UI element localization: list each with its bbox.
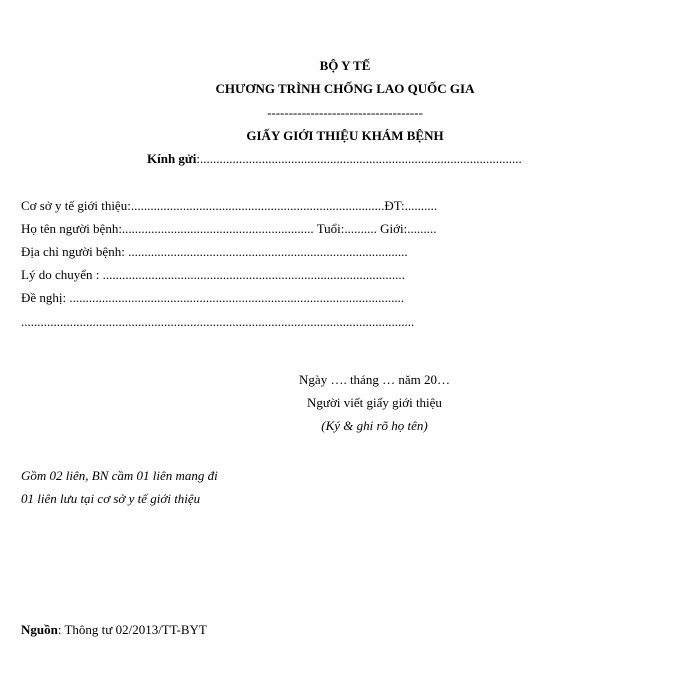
patient-name-field: Họ tên người bệnh:........................................................... Tuổi:.......... Giới:......... (21, 221, 437, 236)
suggestion-field: Đề nghị: ....................................................................................................... (21, 290, 405, 305)
copies-note-2: 01 liên lưu tại cơ sở y tế giới thiệu (21, 491, 201, 506)
source-value: : Thông tư 02/2013/TT-BYT (57, 622, 207, 637)
signature-writer: Người viết giấy giới thiệu (307, 395, 442, 410)
extra-blank-line: ......................................................................................................................... (21, 314, 415, 329)
transfer-reason-field: Lý do chuyển : ............................................................................................. (21, 267, 405, 282)
copies-note-1: Gồm 02 liên, BN cầm 01 liên mang đi (21, 468, 218, 483)
program-heading: CHƯƠNG TRÌNH CHỐNG LAO QUỐC GIA (215, 81, 475, 96)
referring-facility-field: Cơ sở y tế giới thiệu:..............................................................................ĐT:.......... (21, 198, 438, 213)
patient-address-field: Địa chỉ người bệnh: ...................................................................................... (21, 244, 408, 259)
header-separator: ------------------------------------ (267, 105, 423, 120)
source-label: Nguồn (21, 622, 58, 637)
signature-block (262, 368, 487, 437)
signature-instruction: (Ký & ghi rõ họ tên) (321, 418, 428, 433)
addressee-line (147, 151, 522, 167)
ministry-heading: BỘ Y TẾ (319, 58, 371, 73)
addressee-blank: :................................................................................................... (196, 151, 522, 166)
source-line (21, 622, 207, 638)
addressee-label: Kính gửi (147, 151, 197, 166)
signature-date: Ngày …. tháng … năm 20… (299, 372, 450, 387)
document-title: GIẤY GIỚI THIỆU KHÁM BỆNH (246, 128, 444, 143)
